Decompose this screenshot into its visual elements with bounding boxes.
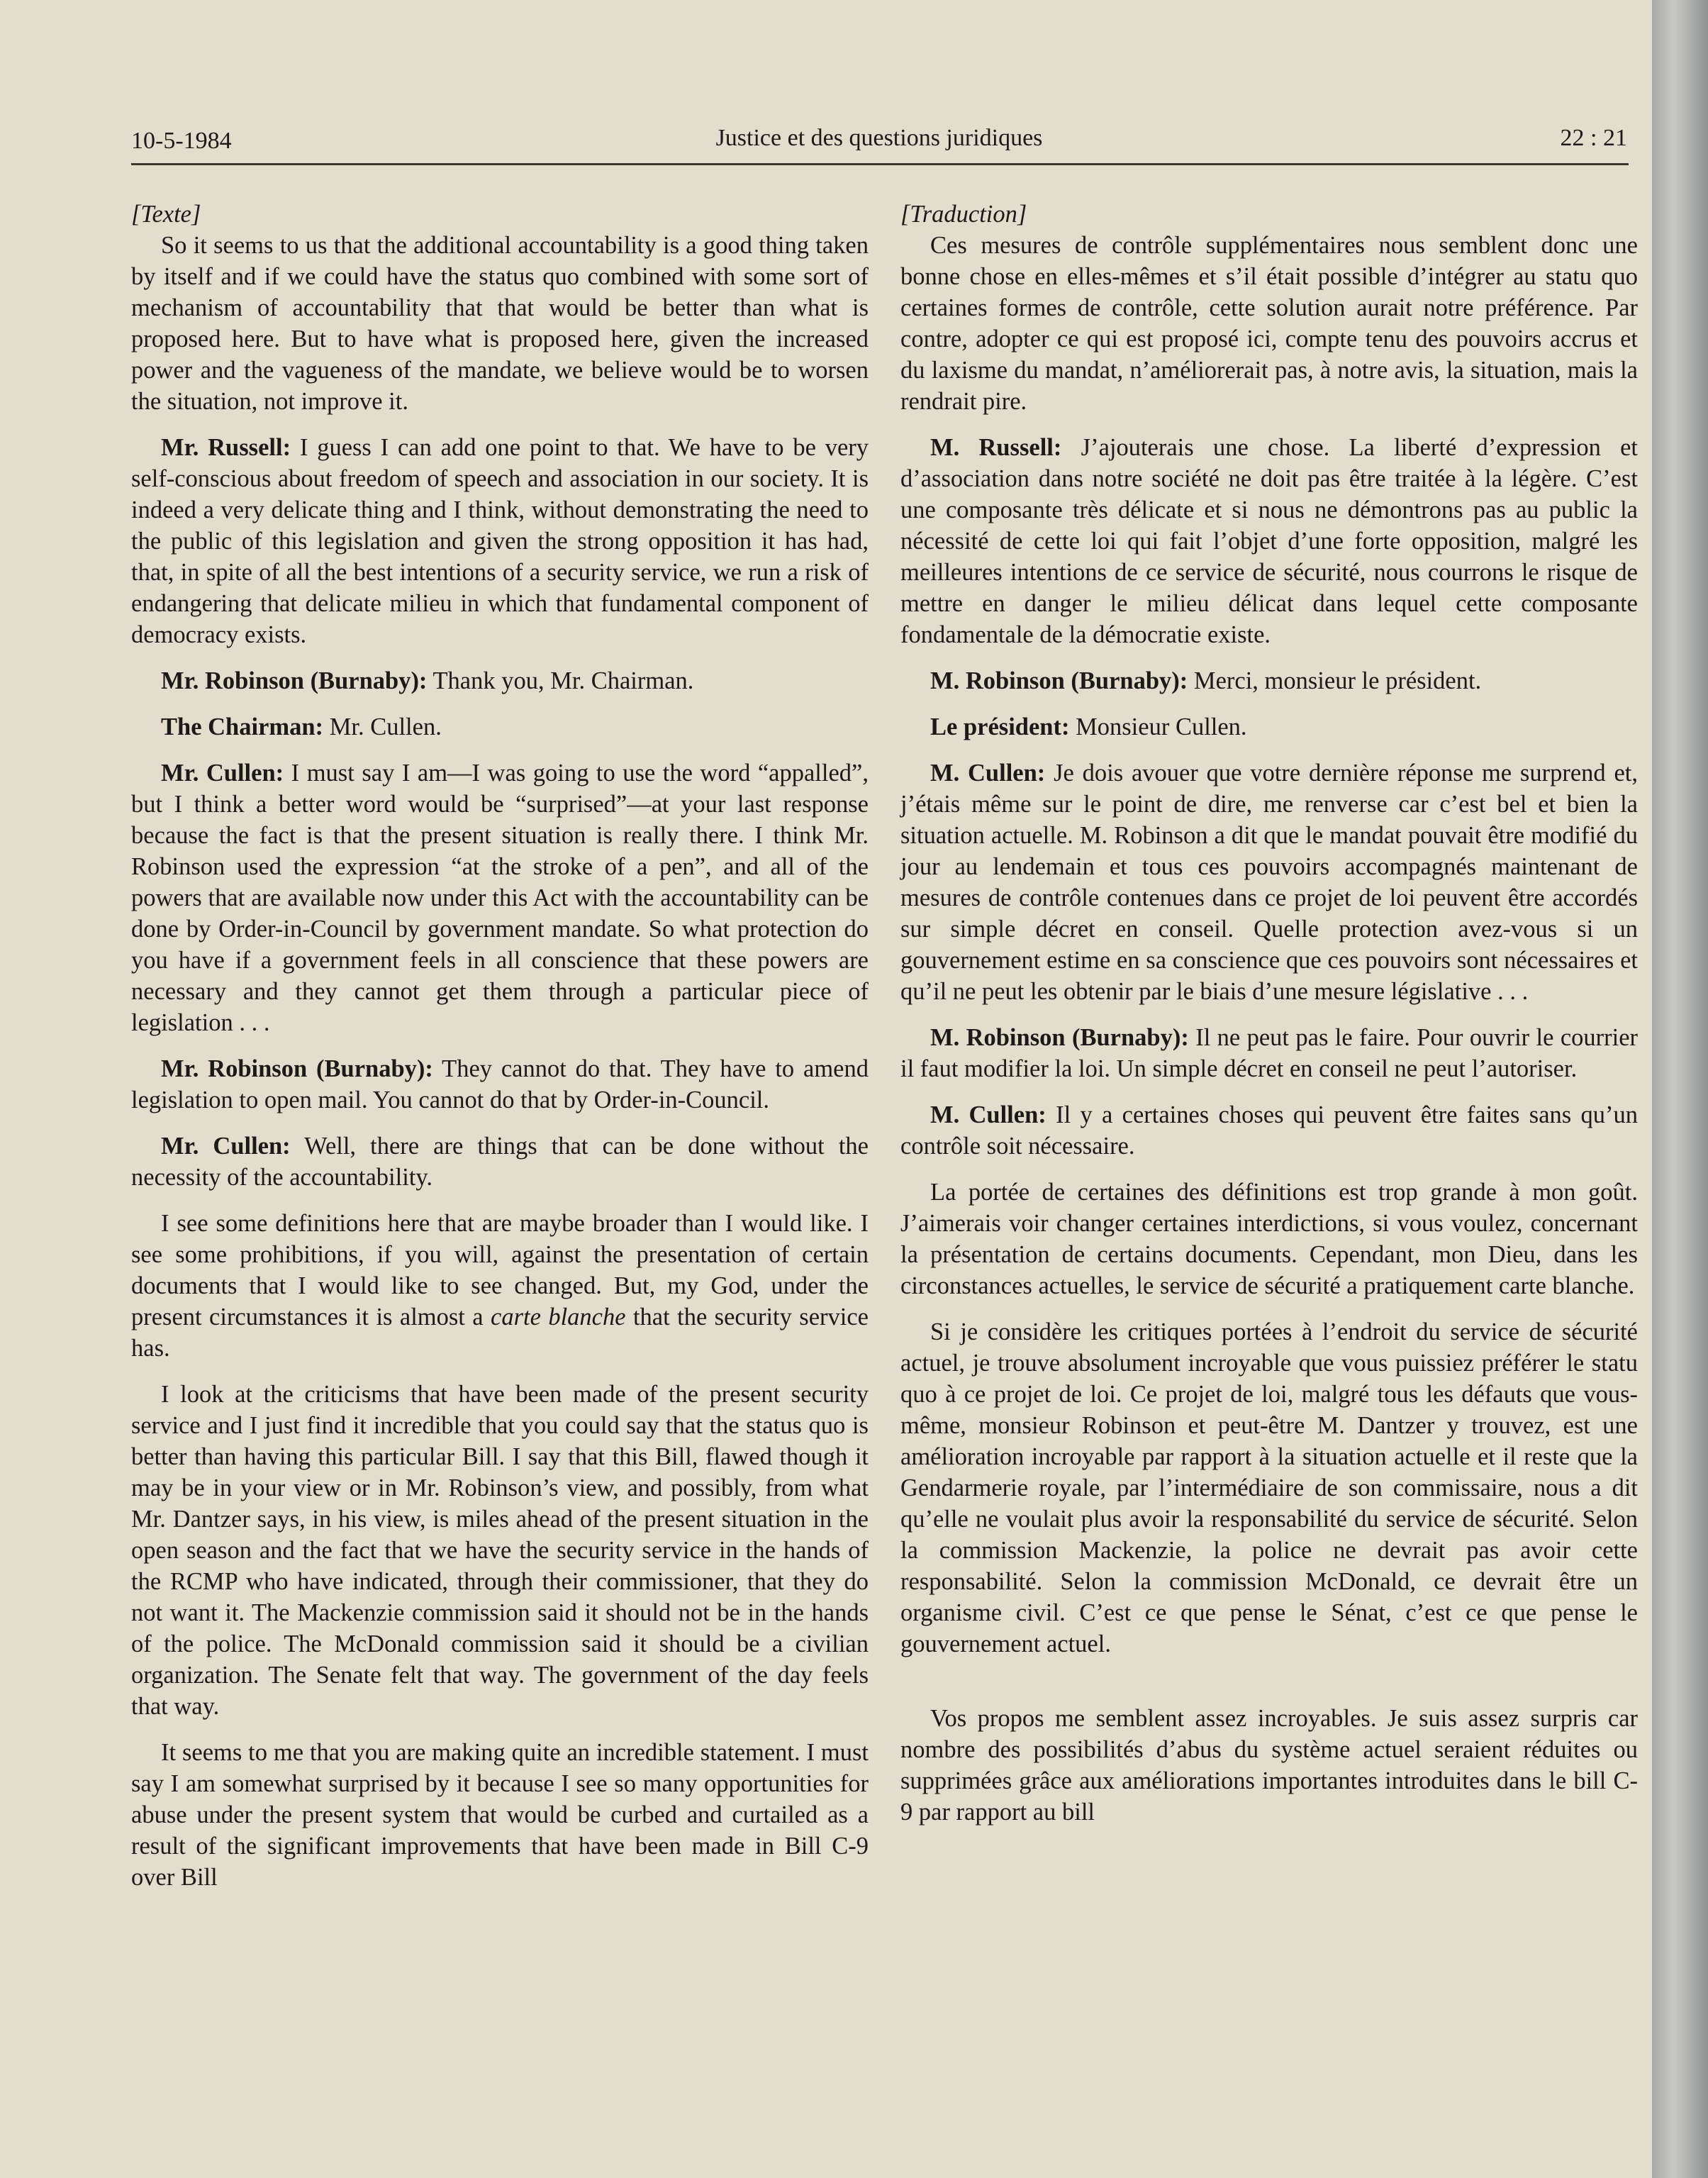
french-column bbox=[900, 199, 1638, 1843]
spacer bbox=[900, 1674, 1638, 1703]
paragraph: I see some definitions here that are maybe broader than I would like. I see some prohibitions, if you will, against the presentation of certain documents that I would like to see changed. But, my God, under the present circumstances it is almost a carte blanche that the security service has. bbox=[131, 1210, 869, 1362]
paragraph: So it seems to us that the additional accountability is a good thing taken by itself and if we could have the status quo combined with some sort of mechanism of accountability that that would be better than what is proposed here. But to have what is proposed here, given the increased power and the vagueness of the mandate, we believe would be to worsen the situation, not improve it. bbox=[131, 232, 869, 415]
paragraph: M. Russell: J’ajouterais une chose. La liberté d’expression et d’association dans notre société ne doit pas être traitée à la légère. C’est une composante très délicate et si nous ne démontrons pas au public la nécessité de cette loi qui fait l’objet d’une forte opposition, malgré les meilleures intentions de ce service de sécurité, nous courrons le risque de mettre en danger le milieu délicat dans lequel cette composante fondamentale de la démocratie existe. bbox=[900, 434, 1638, 648]
speaker: Mr. Robinson (Burnaby): bbox=[161, 667, 428, 694]
header-date: 10-5-1984 bbox=[131, 128, 232, 154]
column-label: [Texte] bbox=[131, 201, 201, 228]
speaker: M. Robinson (Burnaby): bbox=[930, 667, 1188, 694]
paragraph: M. Robinson (Burnaby): Merci, monsieur le président. bbox=[930, 667, 1482, 694]
speaker: Mr. Robinson (Burnaby): bbox=[161, 1055, 433, 1082]
english-column bbox=[131, 199, 869, 1908]
paragraph: M. Cullen: Je dois avouer que votre dernière réponse me surprend et, j’étais même sur le point de dire, me renverse car c’est bel et bien la situation actuelle. M. Robinson a dit que le mandat pouvait être modifié du jour au lendemain et tous ces pouvoirs accompagnés maintenant de mesures de contrôle contenues dans ce projet de loi peuvent être accordés sur simple décret en conseil. Quelle protection avez-vous si un gouvernement estime en sa conscience que ces pouvoirs sont nécessaires et qu’il ne peut les obtenir par le biais d’une mesure législative . . . bbox=[900, 760, 1638, 1005]
paragraph: Si je considère les critiques portées à l’endroit du service de sécurité actuel, je trouve absolument incroyable que vous puissiez préférer le statu quo à ce projet de loi. Ce projet de loi, malgré tous les défauts que vous-même, monsieur Robinson et peut-être M. Dantzer y trouvez, est une amélioration incroyable par rapport à la situation actuelle et il reste que la Gendarmerie royale, par l’intermédiaire de son commissaire, nous a dit qu’elle ne voulait plus avoir la responsabilité du service de sécurité. Selon la commission Mackenzie, la police ne devrait pas avoir cette responsabilité. Selon la commission McDonald, ce devrait être un organisme civil. C’est ce que pense le Sénat, c’est ce que pense le gouvernement actuel. bbox=[900, 1318, 1638, 1657]
paragraph: M. Robinson (Burnaby): Il ne peut pas le faire. Pour ouvrir le courrier il faut modifier la loi. Un simple décret en conseil ne peut l’autoriser. bbox=[900, 1024, 1638, 1082]
paragraph: Mr. Cullen: I must say I am—I was going to use the word “appalled”, but I think a better word would be “surprised”—at your last response because the fact is that the present situation is really there. I think Mr. Robinson used the expression “at the stroke of a pen”, and all of the powers that are available now under this Act with the accountability can be done by Order-in-Council by government mandate. So what protection do you have if a government feels in all conscience that these powers are necessary and they cannot get them through a particular piece of legislation . . . bbox=[131, 760, 869, 1036]
paragraph: Le président: Monsieur Cullen. bbox=[930, 713, 1247, 740]
speaker: The Chairman: bbox=[161, 713, 324, 740]
speaker: M. Cullen: bbox=[930, 760, 1046, 787]
speaker: M. Cullen: bbox=[930, 1101, 1046, 1128]
speaker: Mr. Cullen: bbox=[161, 1133, 291, 1160]
speaker: Mr. Cullen: bbox=[161, 760, 284, 787]
paragraph: Mr. Cullen: Well, there are things that can be done without the necessity of the accountability. bbox=[131, 1133, 869, 1191]
page-number: 22 : 21 bbox=[1560, 125, 1627, 151]
paragraph: Vos propos me semblent assez incroyables. Je suis assez surpris car nombre des possibilités d’abus du système actuel seraient réduites ou supprimées grâce aux améliorations importantes introduites dans le bill C-9 par rapport au bill bbox=[900, 1705, 1638, 1826]
paragraph: Ces mesures de contrôle supplémentaires nous semblent donc une bonne chose en elles-mêmes et s’il était possible d’intégrer au statu quo certaines formes de contrôle, cette solution aurait notre préférence. Par contre, adopter ce qui est proposé ici, compte tenu des pouvoirs accrus et du laxisme du mandat, n’améliorerait pas, à notre avis, la situation, mais la rendrait pire. bbox=[900, 232, 1638, 415]
speaker: Mr. Russell: bbox=[161, 434, 291, 461]
header-title: Justice et des questions juridiques bbox=[715, 125, 1043, 151]
paragraph: M. Cullen: Il y a certaines choses qui peuvent être faites sans qu’un contrôle soit nécessaire. bbox=[900, 1101, 1638, 1160]
paragraph: I look at the criticisms that have been made of the present security service and I just find it incredible that you could say that the status quo is better than having this particular Bill. I say that this Bill, flawed though it may be in your view or in Mr. Robinson’s view, and possibly, from what Mr. Dantzer says, in his view, is miles ahead of the present situation in the open season and the fact that we have the security service in the hands of the RCMP who have indicated, through their commissioner, that they do not want it. The Mackenzie commission said it should not be in the hands of the police. The McDonald commission said it should be a civilian organization. The Senate felt that way. The government of the day feels that way. bbox=[131, 1381, 869, 1720]
paragraph: La portée de certaines des définitions est trop grande à mon goût. J’aimerais voir changer certaines interdictions, si vous voulez, concernant la présentation de certains documents. Cependant, mon Dieu, dans les circonstances actuelles, le service de sécurité a pratiquement carte blanche. bbox=[900, 1179, 1638, 1299]
paragraph: Mr. Robinson (Burnaby): They cannot do that. They have to amend legislation to open mail. You cannot do that by Order-in-Council. bbox=[131, 1055, 869, 1113]
speaker: Le président: bbox=[930, 713, 1070, 740]
speaker: M. Robinson (Burnaby): bbox=[930, 1024, 1189, 1051]
paragraph: The Chairman: Mr. Cullen. bbox=[161, 713, 442, 740]
running-header bbox=[131, 125, 1627, 162]
paragraph: Mr. Robinson (Burnaby): Thank you, Mr. Chairman. bbox=[161, 667, 694, 694]
paragraph: Mr. Russell: I guess I can add one point to that. We have to be very self-conscious about freedom of speech and association in our society. It is indeed a very delicate thing and I think, without demonstrating the need to the public of this legislation and given the strong opposition it has had, that, in spite of all the best intentions of a security service, we run a risk of endangering that delicate milieu in which that fundamental component of democracy exists. bbox=[131, 434, 869, 648]
column-label: [Traduction] bbox=[900, 201, 1027, 228]
speaker: M. Russell: bbox=[930, 434, 1062, 461]
paragraph: It seems to me that you are making quite an incredible statement. I must say I am somewhat surprised by it because I see so many opportunities for abuse under the present system that would be curbed and curtailed as a result of the significant improvements that have been made in Bill C-9 over Bill bbox=[131, 1739, 869, 1891]
binding-edge bbox=[1652, 0, 1708, 2178]
header-rule bbox=[131, 163, 1629, 165]
